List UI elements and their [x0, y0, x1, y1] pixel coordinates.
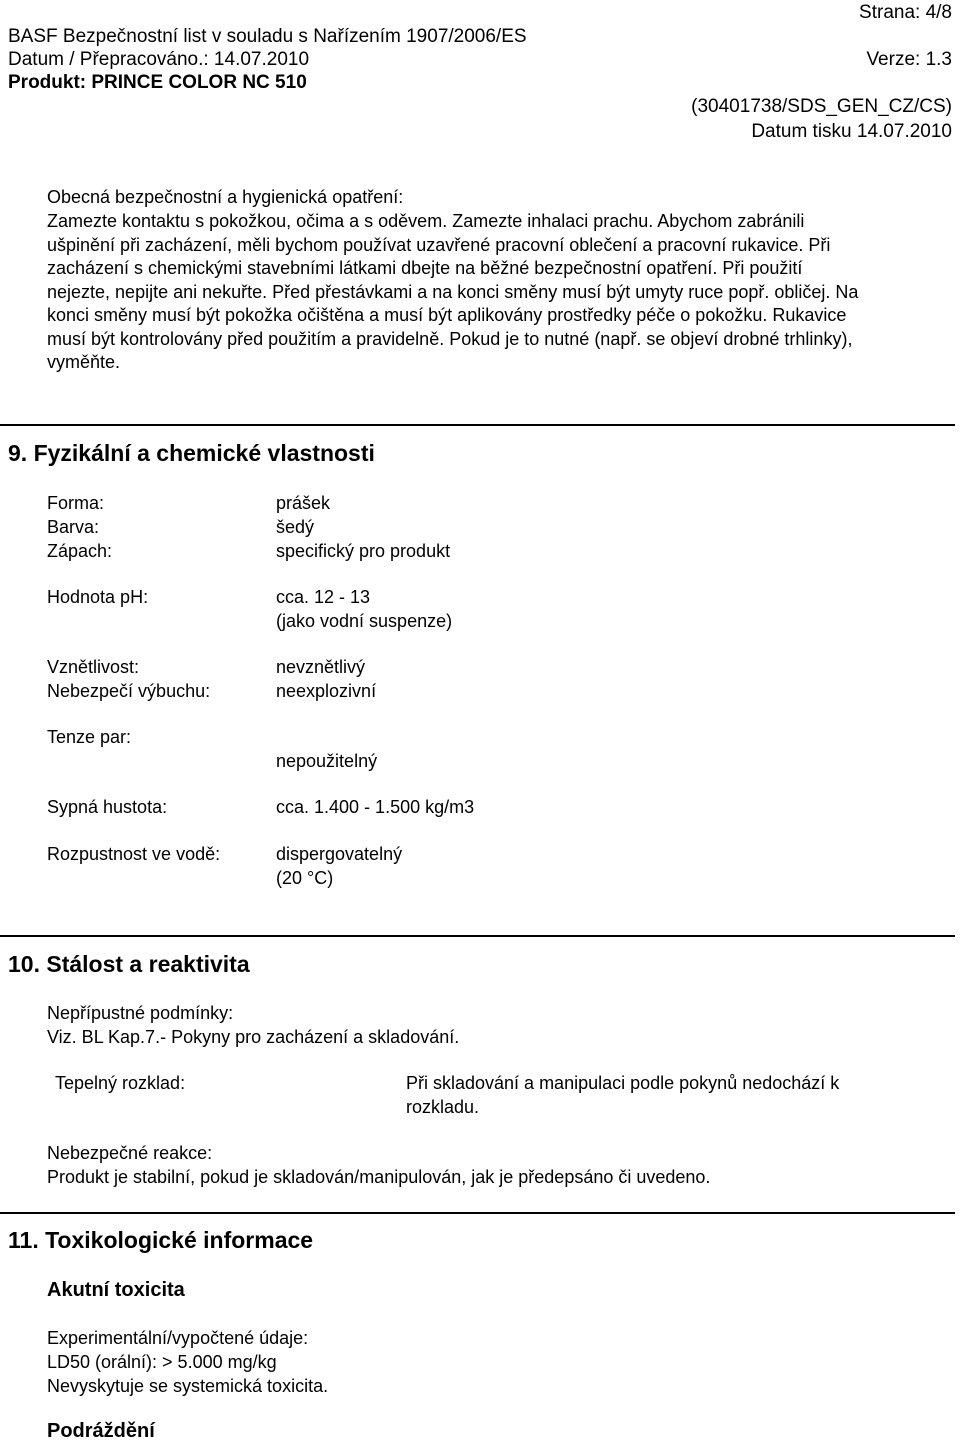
- systemic-toxicity: Nevyskytuje se systemická toxicita.: [47, 1376, 329, 1396]
- barva-value: šedý: [276, 517, 315, 537]
- vybuch-value: neexplozivní: [276, 681, 377, 701]
- version-label: Verze: 1.3: [866, 49, 952, 70]
- tenze-value: nepoužitelný: [276, 751, 378, 771]
- hygiene-heading: Obecná bezpečnostní a hygienická opatření:: [47, 187, 404, 207]
- conditions-value: Viz. BL Kap.7.- Pokyny pro zacházení a skladování.: [47, 1027, 460, 1047]
- hygiene-line: Zamezte kontaktu s pokožkou, očima a s oděvem. Zamezte inhalaci prachu. Abychom zabránili: [47, 211, 805, 231]
- rozpustnost-label: Rozpustnost ve vodě:: [47, 844, 221, 864]
- revision-date: Datum / Přepracováno.: 14.07.2010: [8, 49, 310, 70]
- product-name: Produkt: PRINCE COLOR NC 510: [8, 72, 307, 93]
- hygiene-line: zacházení s chemickými stavebními látkami dbejte na běžné bezpečnostní opatření. Při použití: [47, 258, 803, 278]
- ld50-value: LD50 (orální): > 5.000 mg/kg: [47, 1352, 277, 1372]
- ph-label: Hodnota pH:: [47, 587, 149, 607]
- acute-toxicity-title: Akutní toxicita: [47, 1279, 185, 1301]
- hygiene-line: vyměňte.: [47, 352, 121, 372]
- section-divider: [0, 1212, 955, 1214]
- print-date: Datum tisku 14.07.2010: [751, 121, 952, 142]
- decomposition-value: Při skladování a manipulaci podle pokynů nedochází k: [406, 1073, 840, 1093]
- reactions-label: Nebezpečné reakce:: [47, 1143, 213, 1163]
- vybuch-label: Nebezpečí výbuchu:: [47, 681, 211, 701]
- tenze-label: Tenze par:: [47, 727, 132, 747]
- decomposition-value-cont: rozkladu.: [406, 1097, 480, 1117]
- experimental-label: Experimentální/vypočtené údaje:: [47, 1328, 309, 1348]
- forma-value: prášek: [276, 493, 331, 513]
- rozpustnost-note: (20 °C): [276, 868, 334, 888]
- hustota-value: cca. 1.400 - 1.500 kg/m3: [276, 797, 475, 817]
- hygiene-line: nejezte, nepijte ani nekuřte. Před přestávkami a na konci směny musí být umyty ruce popř. obličej. Na: [47, 281, 859, 302]
- section-divider: [0, 935, 955, 937]
- hygiene-text: [47, 210, 955, 375]
- zapach-value: specifický pro produkt: [276, 541, 451, 561]
- section-10-title: 10. Stálost a reaktivita: [8, 951, 250, 977]
- rozpustnost-value: dispergovatelný: [276, 844, 403, 864]
- barva-label: Barva:: [47, 517, 100, 537]
- section-divider: [0, 424, 955, 426]
- hygiene-line: konci směny musí být pokožka očištěna a musí být aplikovány prostředky péče o pokožku. Rukavice: [47, 305, 847, 325]
- decomposition-label: Tepelný rozklad:: [55, 1073, 186, 1093]
- vznetlivost-label: Vznětlivost:: [47, 657, 140, 677]
- ph-note: (jako vodní suspenze): [276, 611, 453, 631]
- reactions-value: Produkt je stabilní, pokud je skladován/manipulován, jak je předepsáno či uvedeno.: [47, 1167, 711, 1187]
- forma-label: Forma:: [47, 493, 105, 513]
- vznetlivost-value: nevznětlivý: [276, 657, 366, 677]
- document-title: BASF Bezpečnostní list v souladu s Nařízením 1907/2006/ES: [8, 26, 527, 47]
- hygiene-line: musí být kontrolovány před použitím a pravidelně. Pokud je to nutné (např. se objeví drobné trhlinky),: [47, 328, 853, 349]
- zapach-label: Zápach:: [47, 541, 113, 561]
- section-9-title: 9. Fyzikální a chemické vlastnosti: [8, 440, 375, 466]
- hygiene-line: ušpinění při zacházení, měli bychom používat uzavřené pracovní oblečení a pracovní rukavice. Při: [47, 234, 831, 255]
- ph-value: cca. 12 - 13: [276, 587, 371, 607]
- page-number: Strana: 4/8: [859, 2, 952, 23]
- hustota-label: Sypná hustota:: [47, 797, 168, 817]
- conditions-label: Nepřípustné podmínky:: [47, 1003, 234, 1023]
- section-11-title: 11. Toxikologické informace: [8, 1227, 314, 1253]
- irritation-title: Podráždění: [47, 1420, 155, 1442]
- document-code: (30401738/SDS_GEN_CZ/CS): [691, 96, 952, 117]
